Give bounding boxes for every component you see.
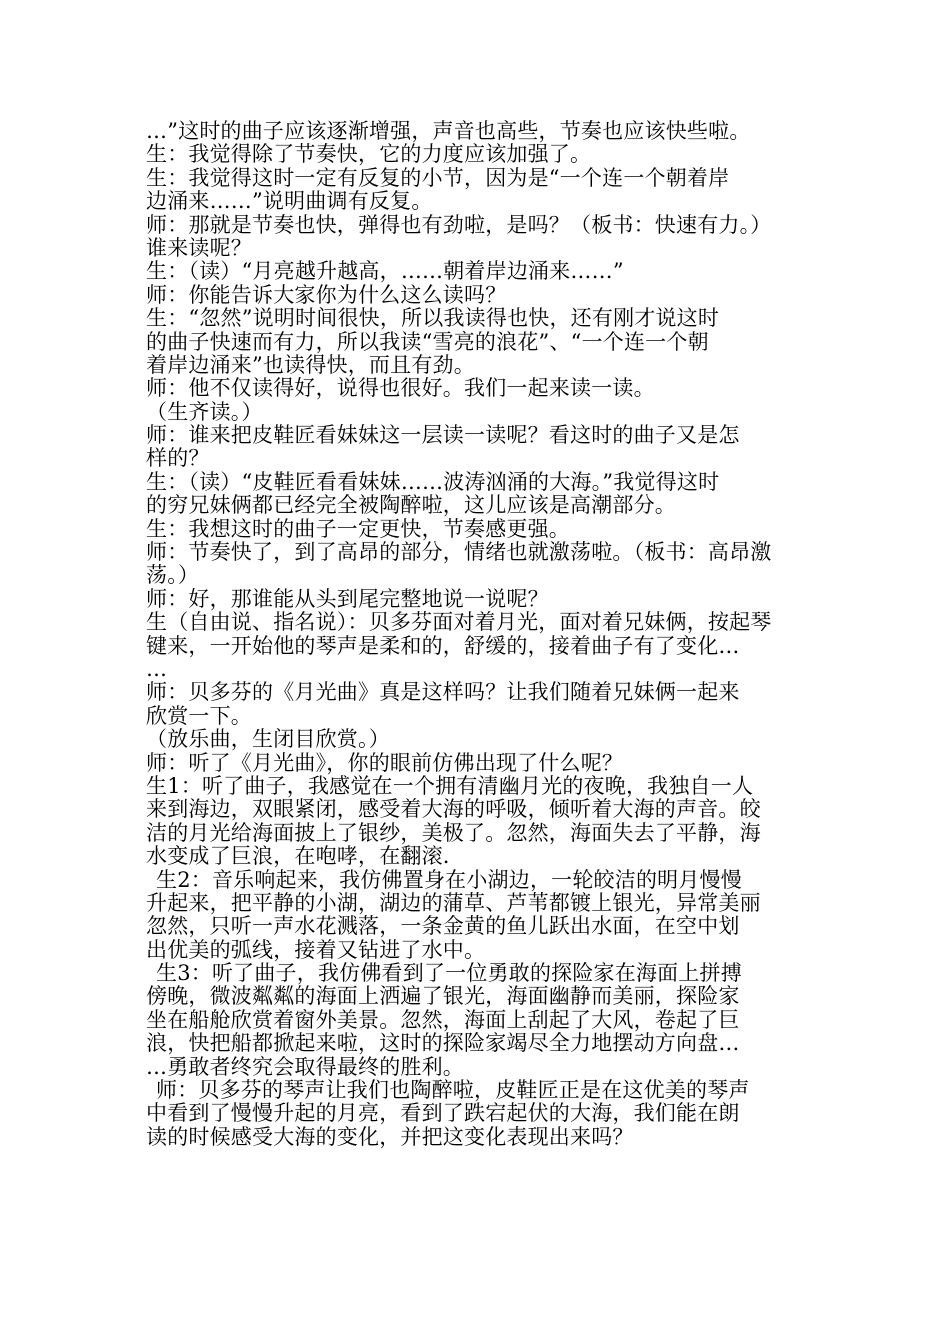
text-line: 生2：音乐响起来，我仿佛置身在小湖边，一轮皎洁的明月慢慢 (156, 868, 742, 892)
text-line: 生：我觉得除了节奏快，它的力度应该加强了。 (146, 143, 592, 167)
text-line: 谁来读呢？ (146, 236, 252, 260)
text-line: 着岸边涌来”也读得快，而且有劲。 (146, 353, 475, 377)
text-line: …勇敢者终究会取得最终的胜利。 (146, 1055, 464, 1079)
text-line: 荡。） (146, 564, 200, 588)
text-line: 升起来，把平静的小湖，湖边的蒲草、芦苇都镀上银光，异常美丽 (146, 891, 761, 915)
text-line: （放乐曲，生闭目欣赏。） (146, 728, 390, 752)
text-line: 读的时候感受大海的变化，并把这变化表现出来吗？ (146, 1125, 634, 1149)
text-line: 生：我觉得这时一定有反复的小节，因为是“一个连一个朝着岸 (146, 166, 730, 190)
text-line: 的曲子快速而有力，所以我读“雪亮的浪花”、“一个连一个朝 (146, 330, 709, 354)
text-line: 师：那就是节奏也快，弹得也有劲啦，是吗？（板书：快速有力。） (146, 213, 772, 237)
text-line: 傍晚，微波粼粼的海面上洒遍了银光，海面幽静而美丽，探险家 (146, 985, 740, 1009)
text-line: 洁的月光给海面披上了银纱，美极了。忽然，海面失去了平静，海 (146, 821, 761, 845)
text-line: 欣赏一下。 (146, 704, 252, 728)
text-line: 样的？ (146, 447, 210, 471)
text-line: 坐在船舱欣赏着窗外美景。忽然，海面上刮起了大风，卷起了巨 (146, 1008, 740, 1032)
text-line: 忽然，只听一声水花溅落，一条金黄的鱼儿跃出水面，在空中划 (146, 915, 740, 939)
text-line: 师：他不仅读得好，说得也很好。我们一起来读一读。 (146, 377, 655, 401)
text-line: 师：谁来把皮鞋匠看妹妹这一层读一读呢？看这时的曲子又是怎 (146, 424, 740, 448)
text-line: 师：贝多芬的琴声让我们也陶醉啦，皮鞋匠正是在这优美的琴声 (156, 1079, 750, 1103)
document-body (146, 120, 826, 1149)
text-line: 师：贝多芬的《月光曲》真是这样吗？让我们随着兄妹俩一起来 (146, 681, 740, 705)
text-line: 生：“忽然”说明时间很快，所以我读得也快，还有刚才说这时 (146, 307, 720, 331)
text-line: … (146, 657, 168, 681)
text-line: 的穷兄妹俩都已经完全被陶醉啦，这儿应该是高潮部分。 (146, 494, 676, 518)
text-line: 水变成了巨浪，在咆哮，在翻滚. (146, 845, 450, 869)
text-line: 生：（读）“皮鞋匠看看妹妹……波涛汹涌的大海。”我觉得这时 (146, 470, 720, 494)
text-line: …”这时的曲子应该逐渐增强，声音也高些，节奏也应该快些啦。 (146, 120, 751, 143)
text-line: 生：我想这时的曲子一定更快，节奏感更强。 (146, 517, 570, 541)
text-line: 生（自由说、指名说）：贝多芬面对着月光，面对着兄妹俩，按起琴 (146, 611, 772, 635)
text-line: 师：听了《月光曲》，你的眼前仿佛出现了什么呢？ (146, 751, 624, 775)
text-line: 生：（读）“月亮越升越高，……朝着岸边涌来……” (146, 260, 624, 284)
text-line: 中看到了慢慢升起的月亮，看到了跌宕起伏的大海，我们能在朗 (146, 1102, 740, 1126)
text-line: 师：节奏快了，到了高昂的部分，情绪也就激荡啦。（板书：高昂激 (146, 541, 772, 565)
text-line: （生齐读。） (146, 400, 263, 424)
text-line: 键来，一开始他的琴声是柔和的，舒缓的，接着曲子有了变化… (146, 634, 740, 658)
text-line: 生3：听了曲子，我仿佛看到了一位勇敢的探险家在海面上拼搏 (156, 962, 742, 986)
text-line: 生1：听了曲子，我感觉在一个拥有清幽月光的夜晚，我独自一人 (146, 774, 754, 798)
text-line: 浪，快把船都掀起来啦，这时的探险家竭尽全力地摆动方向盘… (146, 1032, 740, 1056)
text-line: 出优美的弧线，接着又钻进了水中。 (146, 938, 486, 962)
text-line: 师：好，那谁能从头到尾完整地说一说呢？ (146, 587, 549, 611)
text-line: 师：你能告诉大家你为什么这么读吗？ (146, 283, 507, 307)
text-line: 边涌来……”说明曲调有反复。 (146, 190, 433, 214)
text-line: 来到海边，双眼紧闭，感受着大海的呼吸，倾听着大海的声音。皎 (146, 798, 761, 822)
